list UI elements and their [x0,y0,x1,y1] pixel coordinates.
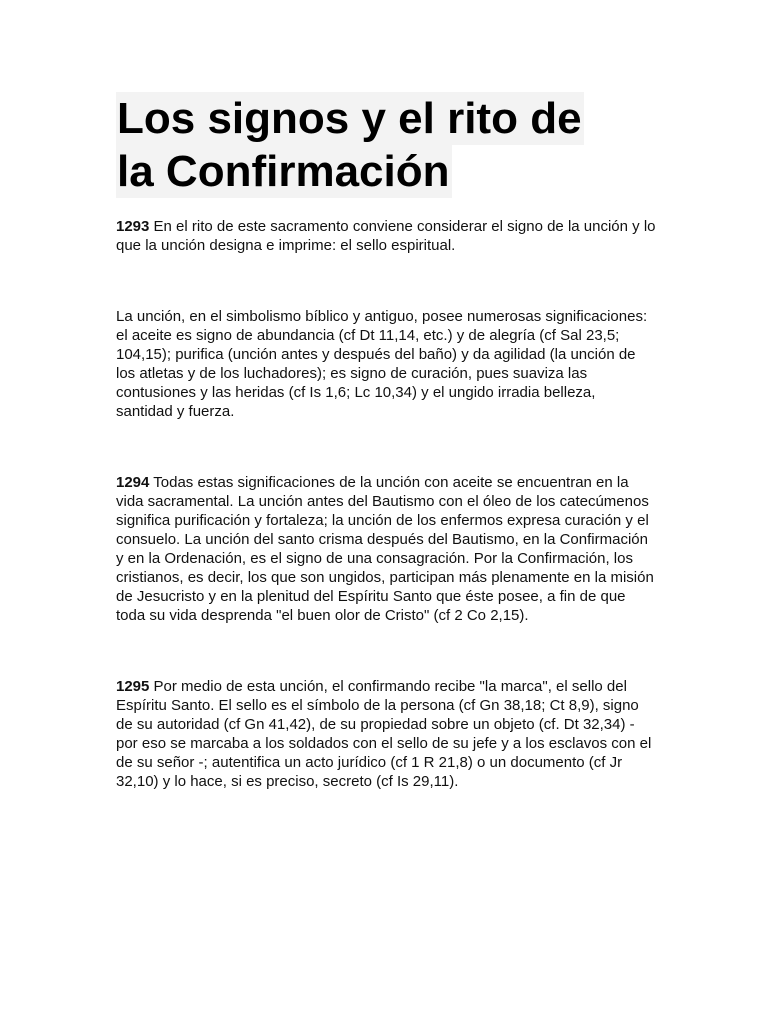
paragraph-text: Por medio de esta unción, el confirmando recibe "la marca", el sello del Espíritu Santo. El sello es el símbolo de la persona (cf Gn 38,18; Ct 8,9), signo de su autoridad (cf Gn 41,42), de su propiedad sobre un objeto (cf. Dt 32,34) -por eso se marcaba a los soldados con el sello de su jefe y a los esclavos con el de su señor -; autentifica un acto jurídico (cf 1 R 21,8) o un documento (cf Jr 32,10) y lo hace, si es preciso, secreto (cf Is 29,11). [116,678,652,790]
paragraph-1293 [116,217,656,255]
paragraph-1294 [116,473,656,625]
paragraph-1295 [116,677,656,791]
title-line-2: la Confirmación [117,147,450,196]
paragraph-uncion [116,307,656,421]
paragraph-text: En el rito de este sacramento conviene considerar el signo de la unción y lo que la unción designa e imprime: el sello espiritual. [116,218,656,254]
page-title [116,92,656,198]
paragraph-number: 1293 [116,218,150,235]
title-line-1: Los signos y el rito de [117,94,582,143]
paragraph-number: 1295 [116,678,150,695]
paragraph-text: La unción, en el simbolismo bíblico y antiguo, posee numerosas significaciones: el aceite es signo de abundancia (cf Dt 11,14, etc.) y de alegría (cf Sal 23,5; 104,15); purifica (unción antes y después del baño) y da agilidad (la unción de los atletas y de los luchadores); es signo de curación, pues suaviza las contusiones y las heridas (cf Is 1,6; Lc 10,34) y el ungido irradia belleza, santidad y fuerza. [116,308,648,420]
paragraph-number: 1294 [116,474,150,491]
document-page [116,92,656,791]
paragraph-text: Todas estas significaciones de la unción con aceite se encuentran en la vida sacramental. La unción antes del Bautismo con el óleo de los catecúmenos significa purificación y fortaleza; la unción de los enfermos expresa curación y el consuelo. La unción del santo crisma después del Bautismo, en la Confirmación y en la Ordenación, es el signo de una consagración. Por la Confirmación, los cristianos, es decir, los que son ungidos, participan más plenamente en la misión de Jesucristo y en la plenitud del Espíritu Santo que éste posee, a fin de que toda su vida desprenda "el buen olor de Cristo" (cf 2 Co 2,15). [116,474,654,624]
